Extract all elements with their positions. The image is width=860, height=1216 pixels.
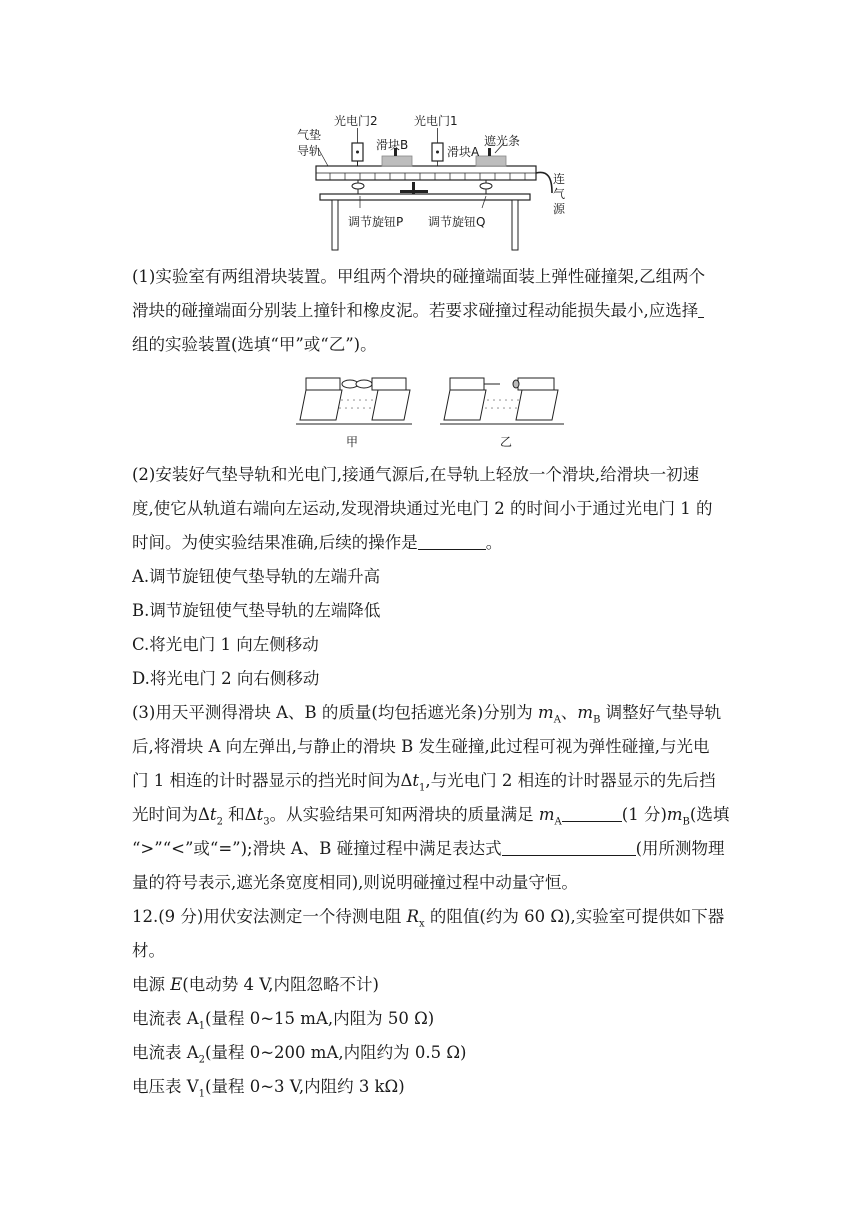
label-knob-q: 调节旋钮Q	[428, 215, 486, 229]
q12-line-2: 材。	[132, 941, 165, 960]
symbol-m: m	[538, 805, 555, 824]
subscript: x	[419, 918, 425, 930]
symbol-t: t	[256, 805, 264, 824]
label-gate-1: 光电门1	[414, 114, 458, 128]
q3-expression-blank[interactable]	[502, 839, 636, 856]
q2-option-b: B.调节旋钮使气垫导轨的左端降低	[132, 601, 381, 620]
equipment-item-1	[132, 974, 732, 996]
separator: 、	[560, 703, 578, 722]
item-text: (量程 0~15 mA,内阻为 50 Ω)	[205, 1009, 435, 1028]
q2-option-a: A.调节旋钮使气垫导轨的左端升高	[132, 567, 381, 586]
q3-line-5	[132, 838, 732, 860]
symbol-e: E	[170, 975, 183, 994]
q3-line-6: 量的符号表示,遮光条宽度相同),则说明碰撞过程中动量守恒。	[132, 873, 578, 892]
symbol-m: m	[577, 703, 594, 722]
symbol-t: t	[209, 805, 217, 824]
q2-answer-blank[interactable]	[418, 533, 486, 550]
label-air-source-3: 源	[553, 202, 566, 216]
subscript: A	[554, 816, 562, 828]
q1-line-3: 组的实验装置(选填“甲”或“乙”)。	[132, 335, 377, 354]
subscript: 2	[198, 1054, 206, 1066]
q1-answer-blank[interactable]	[698, 301, 704, 318]
label-slider-b: 滑块B	[376, 138, 409, 152]
q2-line-2: 度,使它从轨道右端向左运动,发现滑块通过光电门 2 的时间小于通过光电门 1 的	[132, 499, 713, 518]
subscript: 3	[263, 816, 270, 828]
equipment-item-4	[132, 1076, 732, 1105]
q3-l4-mid: 。从实验结果可知两滑块的质量满足	[269, 805, 539, 824]
q3-score: (1 分)	[621, 805, 667, 824]
subscript: 1	[198, 1020, 206, 1032]
q12-line-1	[132, 906, 732, 935]
table-leg-left	[332, 200, 338, 250]
q3-line-2: 后,将滑块 A 向左弹出,与静止的滑块 B 发生碰撞,此过程可视为弹性碰撞,与光电	[132, 737, 710, 756]
q3-l4-tail: (选填	[689, 805, 730, 824]
subscript: 1	[419, 782, 426, 794]
item-text: 电源	[132, 975, 171, 994]
label-slider-a: 滑块A	[447, 145, 480, 159]
subscript: A	[553, 714, 561, 726]
q3-l4-text: 光时间为Δ	[132, 805, 210, 824]
q3-l3-text: 门 1 相连的计时器显示的挡光时间为Δ	[132, 771, 413, 790]
table-top	[320, 194, 530, 200]
item-text: (量程 0~200 mA,内阻约为 0.5 Ω)	[205, 1043, 467, 1062]
label-air-source-1: 连	[553, 172, 566, 186]
label-air-source-2: 气	[553, 187, 566, 201]
setup-jia	[296, 378, 412, 424]
q1-line-2	[132, 300, 732, 322]
symbol-m: m	[666, 805, 683, 824]
item-text: 电流表 A	[132, 1043, 199, 1062]
label-air-track-1: 气垫	[297, 128, 322, 142]
item-text: (电动势 4 V,内阻忽略不计)	[182, 975, 379, 994]
q3-l5-tail: (用所测物理	[635, 839, 725, 858]
q12-l1-tail: 的阻值(约为 60 Ω),实验室可提供如下器	[424, 907, 725, 926]
slider-a-shape	[476, 156, 506, 166]
label-air-track-2: 导轨	[297, 144, 322, 158]
collision-ends-figure	[292, 370, 582, 430]
q2-line-1: (2)安装好气垫导轨和光电门,接通气源后,在导轨上轻放一个滑块,给滑块一初速	[132, 465, 700, 484]
symbol-r: R	[406, 907, 420, 926]
subscript: B	[593, 714, 601, 726]
label-yi: 乙	[500, 435, 513, 449]
q12-l1-text: 12.(9 分)用伏安法测定一个待测电阻	[132, 907, 407, 926]
air-hose	[536, 172, 552, 193]
equipment-item-3	[132, 1042, 732, 1071]
q3-line-1	[132, 702, 732, 731]
knob-p-shape	[352, 180, 364, 194]
q2-option-d: D.将光电门 2 向右侧移动	[132, 669, 320, 688]
setup-yi	[440, 378, 564, 424]
q3-compare-blank[interactable]	[562, 805, 622, 822]
q3-l3-tail: ,与光电门 2 相连的计时器显示的先后挡	[425, 771, 716, 790]
q1-line-2-text: 滑块的碰撞端面分别装上撞针和橡皮泥。若要求碰撞过程动能损失最小,应选择	[132, 301, 699, 320]
q3-l4-and: 和Δ	[222, 805, 257, 824]
q1-line-1: (1)实验室有两组滑块装置。甲组两个滑块的碰撞端面装上弹性碰撞架,乙组两个	[132, 267, 706, 286]
q3-l1-text: (3)用天平测得滑块 A、B 的质量(均包括遮光条)分别为	[132, 703, 539, 722]
label-gate-2: 光电门2	[334, 114, 378, 128]
q2-line-3-text: 时间。为使实验结果准确,后续的操作是	[132, 533, 418, 552]
item-text: (量程 0~3 V,内阻约 3 kΩ)	[205, 1077, 405, 1096]
item-text: 电流表 A	[132, 1009, 199, 1028]
q3-line-3	[132, 770, 732, 799]
subscript: 2	[216, 816, 223, 828]
slider-b-shape	[382, 156, 412, 166]
label-shade-strip: 遮光条	[484, 134, 521, 148]
subscript: 1	[198, 1088, 206, 1100]
q3-l5-text: “>”“<”或“=”);滑块 A、B 碰撞过程中满足表达式	[132, 839, 502, 858]
knob-q-shape	[480, 180, 492, 194]
label-knob-p: 调节旋钮P	[348, 215, 404, 229]
q3-line-4	[132, 804, 732, 833]
table-leg-right	[512, 200, 518, 250]
q3-l1-tail: 调整好气垫导轨	[600, 703, 722, 722]
q2-option-c: C.将光电门 1 向左侧移动	[132, 635, 319, 654]
equipment-item-2	[132, 1008, 732, 1037]
symbol-m: m	[538, 703, 554, 722]
air-track-figure	[290, 108, 580, 253]
item-text: 电压表 V	[132, 1077, 199, 1096]
q2-line-3	[132, 532, 732, 554]
q2-line-3-end: 。	[485, 533, 503, 552]
symbol-t: t	[412, 771, 420, 790]
label-jia: 甲	[346, 435, 359, 449]
subscript: B	[682, 816, 690, 828]
